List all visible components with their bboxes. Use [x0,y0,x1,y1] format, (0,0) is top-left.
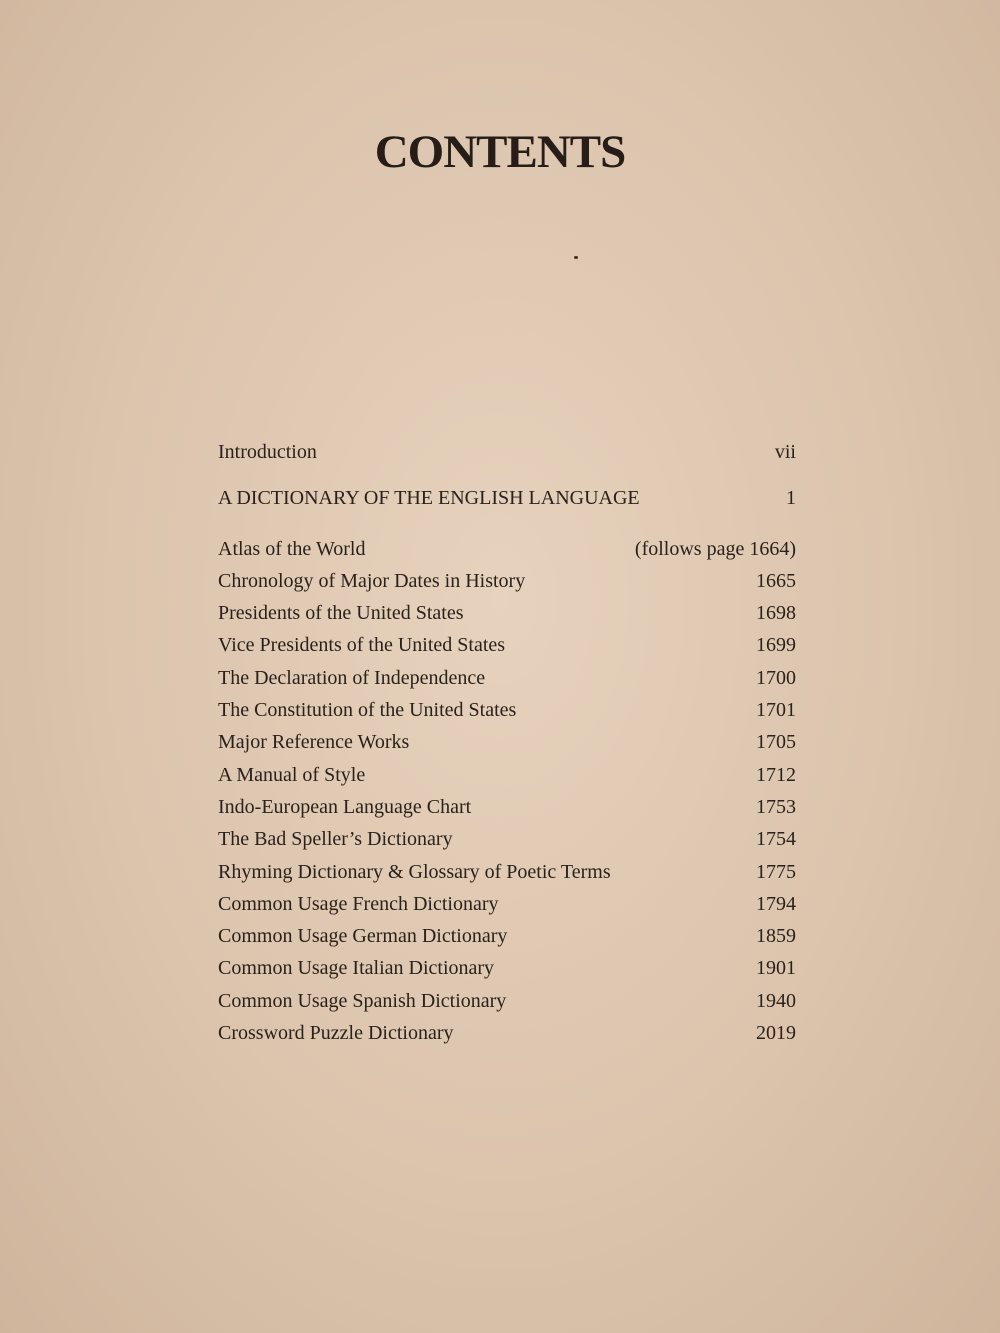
toc-entry-page: 1698 [756,602,796,625]
page-title: CONTENTS [374,126,626,178]
toc-entry-title: A Manual of Style [218,763,366,786]
toc-entry-title: Common Usage German Dictionary [218,925,508,948]
toc-entry-page: vii [774,441,796,463]
toc-entry-german [218,920,796,952]
toc-entry-vice-presidents [218,629,796,661]
toc-entry-title: A DICTIONARY OF THE ENGLISH LANGUAGE [218,487,640,510]
toc-entry-rhyming [218,856,796,888]
toc-entry-italian [218,952,796,984]
toc-entry-page: 1705 [756,731,796,754]
toc-entry-title: Presidents of the United States [218,602,464,625]
toc-entry-title: Vice Presidents of the United States [218,634,506,657]
toc-entry-page: 2019 [756,1022,796,1045]
toc-entry-page: 1775 [756,860,796,883]
toc-entry-french [218,888,796,920]
toc-entry-bad-speller [218,823,796,855]
toc-entry-page: 1754 [756,828,796,851]
toc-entry-atlas [218,533,796,565]
toc-entry-title: The Constitution of the United States [218,699,517,722]
toc-entry-page: (follows page 1664) [634,537,796,560]
toc-entry-title: Rhyming Dictionary & Glossary of Poetic Terms [218,860,611,883]
toc-entry-title: The Declaration of Independence [218,666,486,689]
toc-entry-title: Chronology of Major Dates in History [218,569,526,592]
toc-entry-constitution [218,694,796,726]
toc-entry-spanish [218,985,796,1017]
toc-entry-page: 1940 [756,989,796,1012]
toc-entry-title: Introduction [218,441,317,463]
toc-entry-title: Crossword Puzzle Dictionary [218,1022,454,1045]
table-of-contents [218,436,796,1049]
toc-entry-introduction [218,436,796,468]
toc-entry-page: 1665 [756,569,796,592]
toc-entry-language-chart [218,791,796,823]
toc-entry-title: Major Reference Works [218,731,410,754]
toc-entry-presidents [218,597,796,629]
toc-entry-title: Common Usage Spanish Dictionary [218,989,507,1012]
toc-entry-dictionary [218,482,796,514]
toc-entry-page: 1901 [756,957,796,980]
toc-entry-crossword [218,1017,796,1049]
toc-entry-page: 1699 [756,634,796,657]
toc-entry-page: 1700 [756,666,796,689]
toc-entry-title: Common Usage French Dictionary [218,892,499,915]
toc-entry-declaration [218,662,796,694]
ink-speck [574,256,578,259]
toc-entry-title: The Bad Speller’s Dictionary [218,828,453,851]
toc-entry-title: Common Usage Italian Dictionary [218,957,495,980]
toc-entry-page: 1 [786,487,796,510]
toc-entry-title: Indo-European Language Chart [218,795,472,818]
toc-entry-page: 1701 [756,699,796,722]
toc-entry-page: 1712 [756,763,796,786]
toc-entry-chronology [218,565,796,597]
toc-entry-page: 1859 [756,925,796,948]
toc-entry-page: 1794 [756,892,796,915]
toc-entry-manual-of-style [218,759,796,791]
toc-entry-title: Atlas of the World [218,537,366,560]
toc-entry-page: 1753 [756,795,796,818]
toc-entry-reference-works [218,726,796,758]
